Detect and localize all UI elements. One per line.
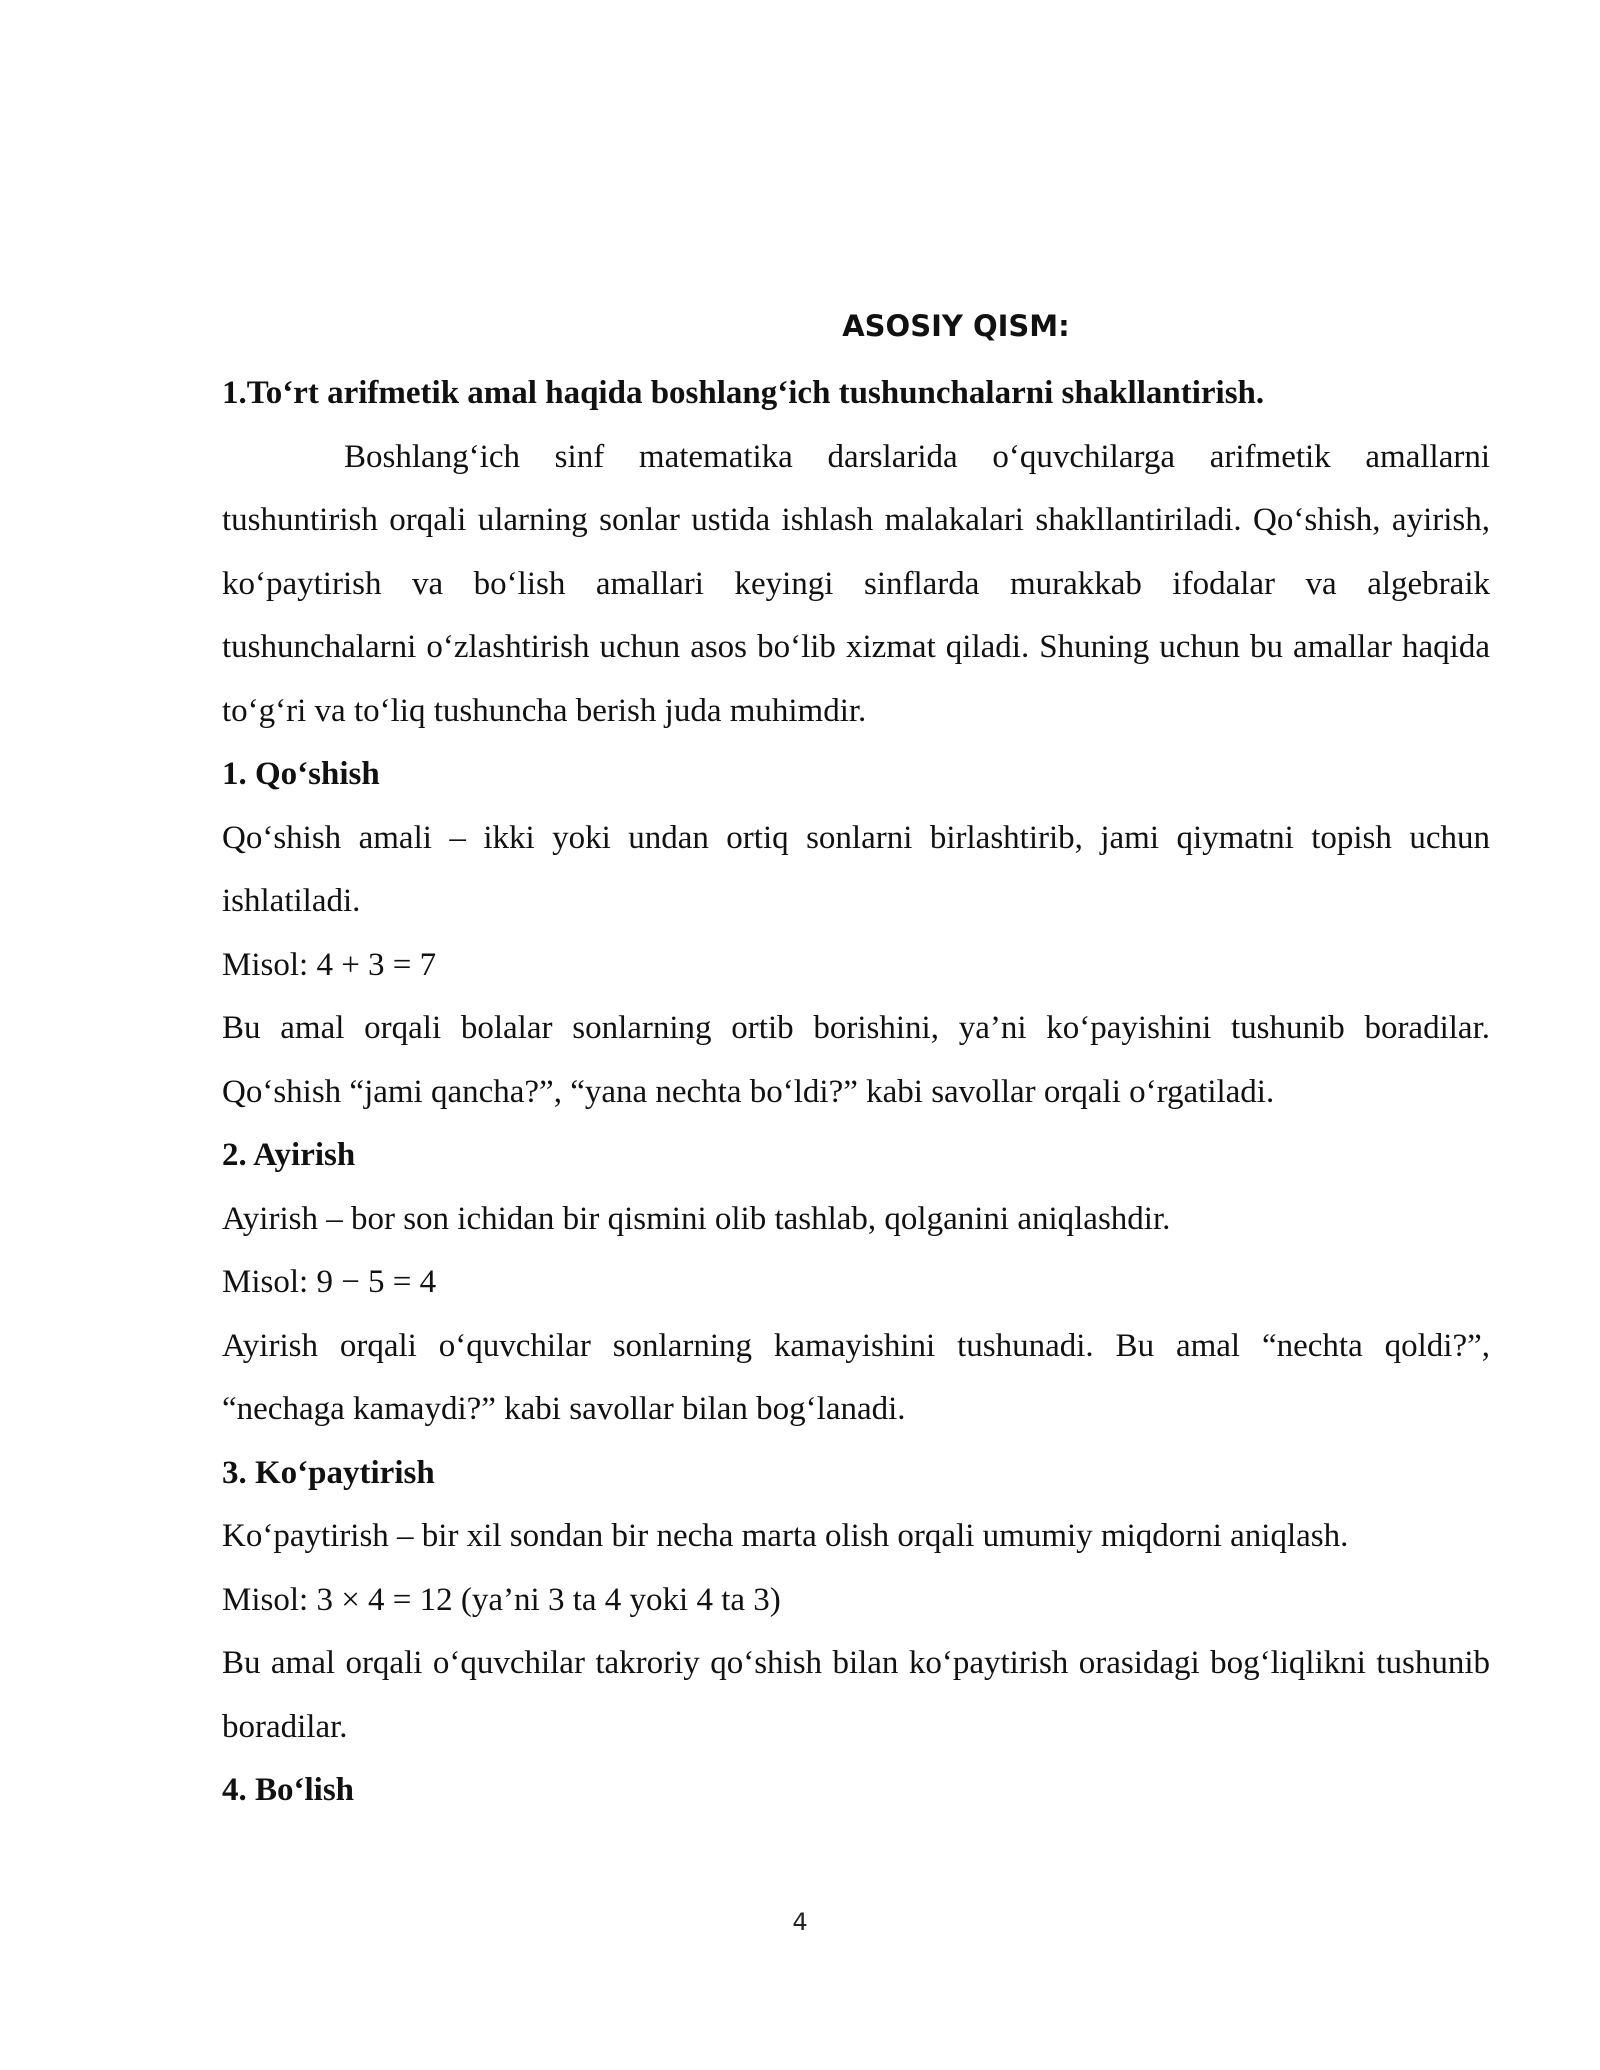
section-heading-kopaytirish: 3. Ko‘paytirish	[222, 1454, 435, 1491]
section-example-ayirish: Misol: 9 − 5 = 4	[222, 1264, 437, 1300]
section-definition-qoshish: Qo‘shish amali – ikki yoki undan ortiq sonlarni birlashtirib, jami qiymatni topish uchun ishlatiladi.	[222, 819, 1490, 919]
page-content	[222, 300, 1490, 1823]
section-explanation-qoshish: Bu amal orqali bolalar sonlarning ortib borishini, ya’ni ko‘payishini tushunib boradilar. Qo‘shish “jami qancha?”, “yana nechta bo‘ldi?” kabi savollar orqali o‘rgatiladi.	[222, 1010, 1490, 1110]
section-definition-kopaytirish: Ko‘paytirish – bir xil sondan bir necha marta olish orqali umumiy miqdorni aniqlash.	[222, 1518, 1349, 1554]
section-heading-ayirish: 2. Ayirish	[222, 1137, 356, 1173]
main-heading: 1.To‘rt arifmetik amal haqida boshlang‘ich tushunchalarni shakllantirish.	[222, 375, 1265, 411]
section-explanation-ayirish: Ayirish orqali o‘quvchilar sonlarning kamayishini tushunadi. Bu amal “nechta qoldi?”, “nechaga kamaydi?” kabi savollar bilan bog‘lanadi.	[222, 1327, 1490, 1427]
section-definition-ayirish: Ayirish – bor son ichidan bir qismini olib tashlab, qolganini aniqlashdir.	[222, 1200, 1171, 1237]
intro-paragraph: Boshlang‘ich sinf matematika darslarida o‘quvchilarga arifmetik amallarni tushuntirish orqali ularning sonlar ustida ishlash malakalari shakllantiriladi. Qo‘shish, ayirish, ko‘paytirish va bo‘lish amallari keyingi sinflarda murakkab ifodalar va algebraik tushunchalarni o‘zlashtirish uchun asos bo‘lib xizmat qiladi. Shuning uchun bu amallar haqida to‘g‘ri va to‘liq tushuncha berish juda muhimdir.	[222, 438, 1490, 729]
section-heading-qoshish: 1. Qo‘shish	[222, 756, 380, 792]
section-heading-bolish: 4. Bo‘lish	[222, 1772, 355, 1808]
section-title: ASOSIY QISM:	[842, 309, 1070, 343]
section-example-kopaytirish: Misol: 3 × 4 = 12 (ya’ni 3 ta 4 yoki 4 ta 3)	[222, 1581, 781, 1618]
page-number: 4	[792, 1908, 808, 1936]
section-example-qoshish: Misol: 4 + 3 = 7	[222, 946, 437, 983]
section-explanation-kopaytirish: Bu amal orqali o‘quvchilar takroriy qo‘shish bilan ko‘paytirish orasidagi bog‘liqlikni tushunib boradilar.	[222, 1645, 1490, 1745]
